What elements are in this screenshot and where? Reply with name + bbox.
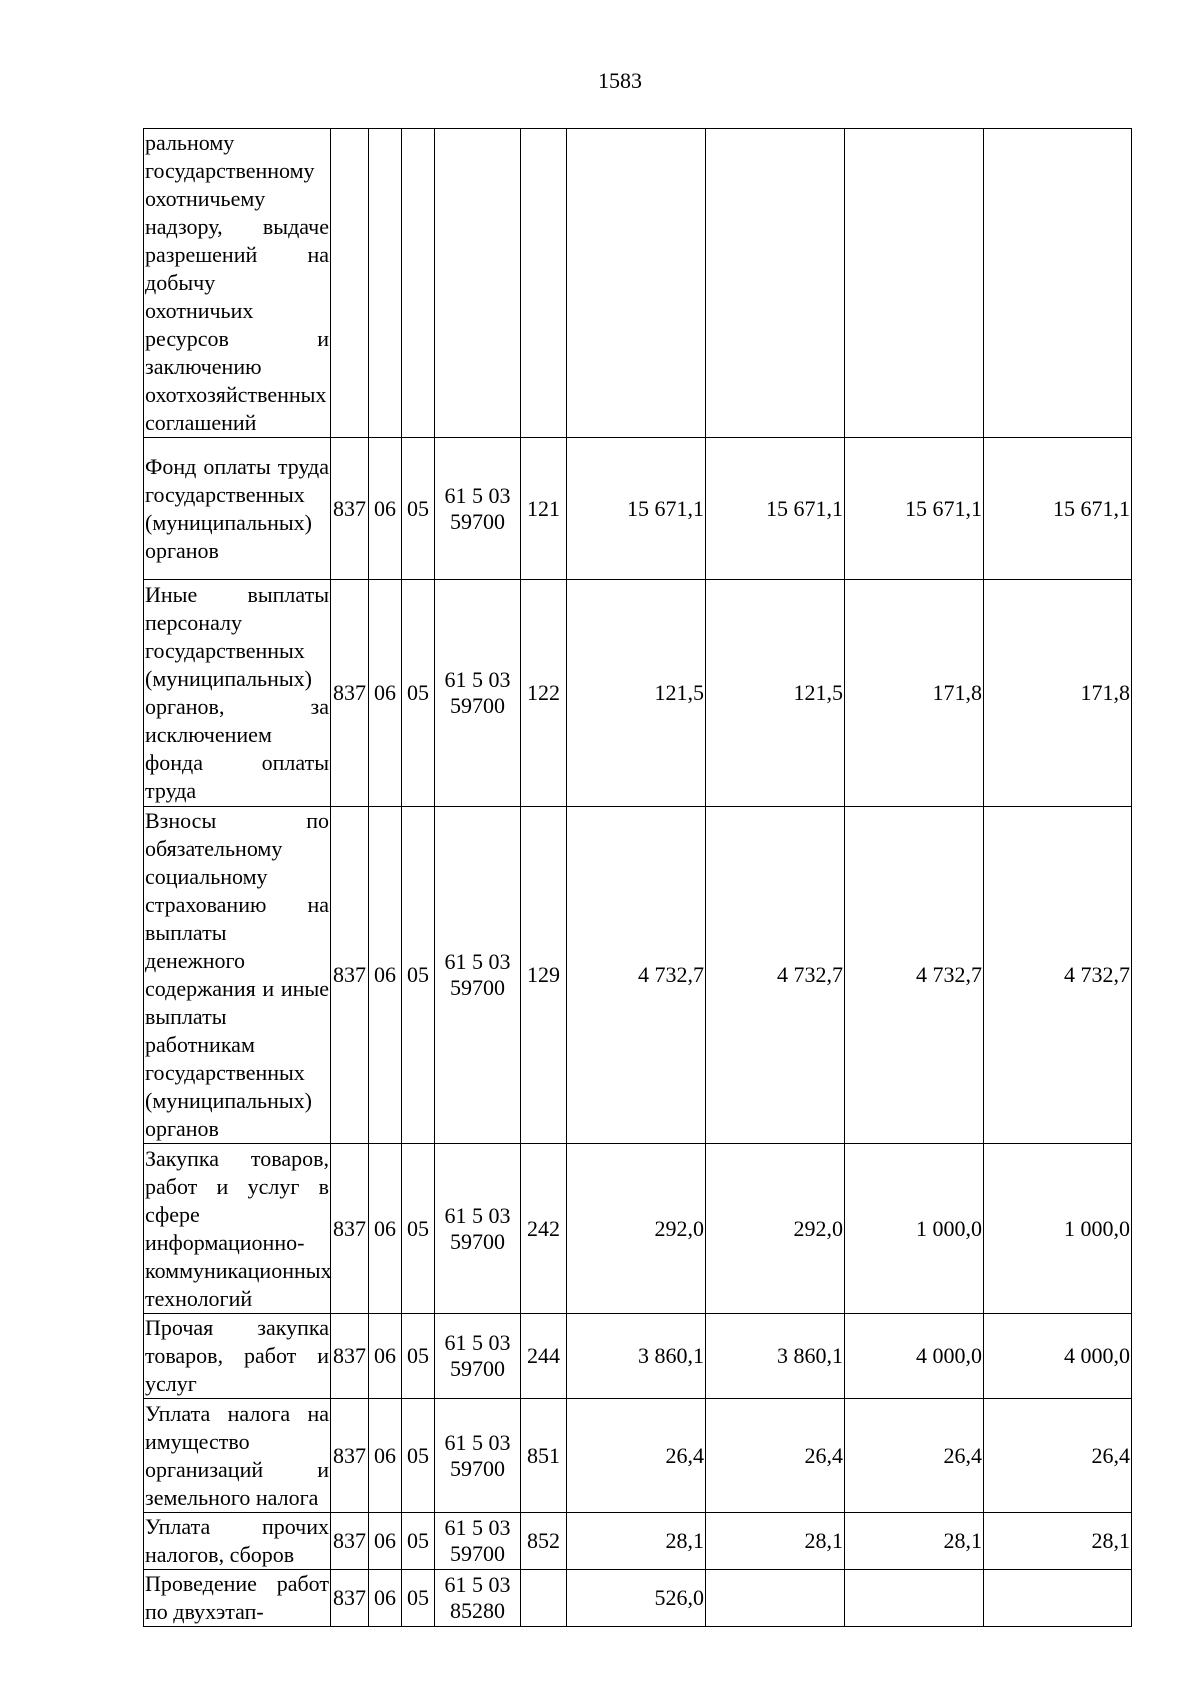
- section-code: 06: [369, 580, 402, 807]
- expense-type-code: 242: [521, 1144, 567, 1314]
- subsection-code: 05: [402, 1314, 435, 1399]
- row-name: Прочая закупка товаров, работ и услуг: [144, 1314, 331, 1399]
- target-article-code: 61 5 03 59700: [435, 1513, 521, 1570]
- row-name: Уплата прочих налогов, сборов: [144, 1513, 331, 1570]
- amount-4: [984, 129, 1132, 438]
- section-code: 06: [369, 1314, 402, 1399]
- amount-3: 4 732,7: [845, 807, 984, 1144]
- subsection-code: 05: [402, 1570, 435, 1627]
- amount-1: [567, 129, 706, 438]
- subsection-code: 05: [402, 438, 435, 580]
- amount-3: 26,4: [845, 1399, 984, 1513]
- table-row: [144, 580, 1132, 807]
- table-row: [144, 129, 1132, 438]
- grbs-code: [331, 129, 369, 438]
- expense-type-code: 852: [521, 1513, 567, 1570]
- amount-3: 15 671,1: [845, 438, 984, 580]
- amount-1: 26,4: [567, 1399, 706, 1513]
- expense-type-code: 129: [521, 807, 567, 1144]
- amount-4: 171,8: [984, 580, 1132, 807]
- amount-4: 1 000,0: [984, 1144, 1132, 1314]
- target-article-code: 61 5 03 59700: [435, 1144, 521, 1314]
- amount-1: 292,0: [567, 1144, 706, 1314]
- grbs-code: 837: [331, 1399, 369, 1513]
- row-name: Проведение работ по двухэтап-: [144, 1570, 331, 1627]
- table-row: [144, 1314, 1132, 1399]
- target-article-code: 61 5 03 59700: [435, 580, 521, 807]
- amount-3: 4 000,0: [845, 1314, 984, 1399]
- amount-3: [845, 129, 984, 438]
- subsection-code: [402, 129, 435, 438]
- table-row: [144, 1513, 1132, 1570]
- table-row: [144, 438, 1132, 580]
- grbs-code: 837: [331, 1513, 369, 1570]
- amount-4: 15 671,1: [984, 438, 1132, 580]
- amount-2: 292,0: [706, 1144, 845, 1314]
- amount-4: [984, 1570, 1132, 1627]
- expense-type-code: [521, 1570, 567, 1627]
- amount-2: 26,4: [706, 1399, 845, 1513]
- expense-type-code: 122: [521, 580, 567, 807]
- grbs-code: 837: [331, 580, 369, 807]
- amount-4: 4 000,0: [984, 1314, 1132, 1399]
- amount-1: 28,1: [567, 1513, 706, 1570]
- subsection-code: 05: [402, 1399, 435, 1513]
- target-article-code: [435, 129, 521, 438]
- section-code: 06: [369, 438, 402, 580]
- amount-4: 26,4: [984, 1399, 1132, 1513]
- budget-table: [143, 128, 1132, 1627]
- grbs-code: 837: [331, 807, 369, 1144]
- row-name: Фонд оплаты труда государственных (муниципальных) органов: [144, 438, 331, 580]
- amount-2: [706, 1570, 845, 1627]
- amount-2: 3 860,1: [706, 1314, 845, 1399]
- row-name: Иные выплаты персоналу государственных (муниципальных) органов, за исключением фонда оплаты труда: [144, 580, 331, 807]
- amount-1: 121,5: [567, 580, 706, 807]
- target-article-code: 61 5 03 85280: [435, 1570, 521, 1627]
- expense-type-code: 121: [521, 438, 567, 580]
- row-name: Уплата налога на имущество организаций и земельного налога: [144, 1399, 331, 1513]
- section-code: 06: [369, 1513, 402, 1570]
- amount-1: 4 732,7: [567, 807, 706, 1144]
- section-code: 06: [369, 1399, 402, 1513]
- amount-1: 526,0: [567, 1570, 706, 1627]
- amount-1: 15 671,1: [567, 438, 706, 580]
- table-row: [144, 1144, 1132, 1314]
- subsection-code: 05: [402, 1513, 435, 1570]
- amount-3: 171,8: [845, 580, 984, 807]
- page-number: 1583: [598, 68, 642, 93]
- subsection-code: 05: [402, 580, 435, 807]
- section-code: 06: [369, 807, 402, 1144]
- target-article-code: 61 5 03 59700: [435, 1399, 521, 1513]
- expense-type-code: [521, 129, 567, 438]
- subsection-code: 05: [402, 807, 435, 1144]
- grbs-code: 837: [331, 1144, 369, 1314]
- amount-2: 15 671,1: [706, 438, 845, 580]
- amount-2: 4 732,7: [706, 807, 845, 1144]
- table-row: [144, 807, 1132, 1144]
- grbs-code: 837: [331, 1570, 369, 1627]
- amount-3: [845, 1570, 984, 1627]
- subsection-code: 05: [402, 1144, 435, 1314]
- expense-type-code: 244: [521, 1314, 567, 1399]
- amount-2: [706, 129, 845, 438]
- row-name: ральному государственному охотничьему надзору, выдаче разрешений на добычу охотничьих ресурсов и заключению охотхозяйственных соглашений: [144, 129, 331, 438]
- target-article-code: 61 5 03 59700: [435, 807, 521, 1144]
- expense-type-code: 851: [521, 1399, 567, 1513]
- amount-2: 121,5: [706, 580, 845, 807]
- section-code: 06: [369, 1570, 402, 1627]
- section-code: 06: [369, 1144, 402, 1314]
- amount-3: 28,1: [845, 1513, 984, 1570]
- target-article-code: 61 5 03 59700: [435, 1314, 521, 1399]
- grbs-code: 837: [331, 438, 369, 580]
- section-code: [369, 129, 402, 438]
- amount-2: 28,1: [706, 1513, 845, 1570]
- grbs-code: 837: [331, 1314, 369, 1399]
- amount-4: 4 732,7: [984, 807, 1132, 1144]
- amount-4: 28,1: [984, 1513, 1132, 1570]
- amount-1: 3 860,1: [567, 1314, 706, 1399]
- row-name: Закупка товаров, работ и услуг в сфере информационно-коммуникационных технологий: [144, 1144, 331, 1314]
- amount-3: 1 000,0: [845, 1144, 984, 1314]
- target-article-code: 61 5 03 59700: [435, 438, 521, 580]
- table-row: [144, 1570, 1132, 1627]
- row-name: Взносы по обязательному социальному страхованию на выплаты денежного содержания и иные выплаты работникам государственных (муниципальных) органов: [144, 807, 331, 1144]
- table-row: [144, 1399, 1132, 1513]
